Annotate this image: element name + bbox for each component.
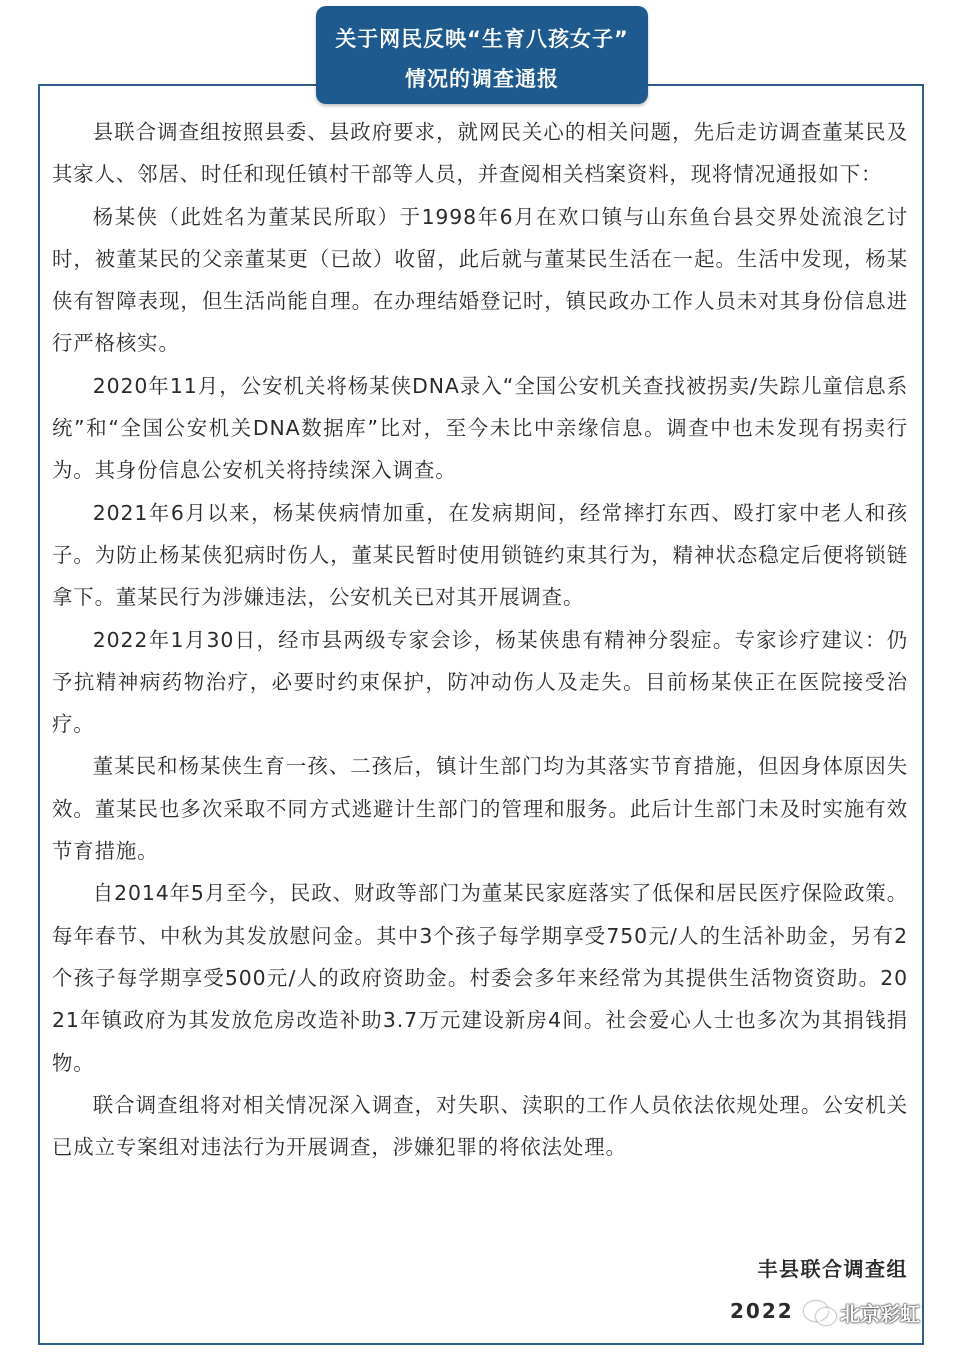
notice-paragraph-dna: 2020年11月，公安机关将杨某侠DNA录入“全国公安机关查找被拐卖/失踪儿童信息系统”和“全国公安机关DNA数据库”比对，至今未比中亲缘信息。调查中也未发现有拐卖行为。其身份信息公安机关将持续深入调查。 (52, 373, 908, 483)
notice-title-line-1: 关于网民反映“生育八孩女子” (335, 27, 629, 51)
notice-title-banner (316, 6, 648, 104)
notice-paragraph-illness: 2021年6月以来，杨某侠病情加重，在发病期间，经常摔打东西、殴打家中老人和孩子。为防止杨某侠犯病时伤人，董某民暂时使用锁链约束其行为，精神状态稳定后便将锁链拿下。董某民行为涉嫌违法，公安机关已对其开展调查。 (52, 500, 908, 610)
notice-paragraph-intro: 县联合调查组按照县委、县政府要求，就网民关心的相关问题，先后走访调查董某民及其家人、邻居、时任和现任镇村干部等人员，并查阅相关档案资料，现将情况通报如下： (52, 120, 908, 187)
notice-date: 2022 (730, 1299, 794, 1323)
notice-paragraph-background: 杨某侠（此姓名为董某民所取）于1998年6月在欢口镇与山东鱼台县交界处流浪乞讨时，被董某民的父亲董某更（已故）收留，此后就与董某民生活在一起。生活中发现，杨某侠有智障表现，但生活尚能自理。在办理结婚登记时，镇民政办工作人员未对其身份信息进行严格核实。 (52, 204, 908, 356)
notice-paragraph-welfare: 自2014年5月至今，民政、财政等部门为董某民家庭落实了低保和居民医疗保险政策。每年春节、中秋为其发放慰问金。其中3个孩子每学期享受750元/人的生活补助金，另有2个孩子每学期享受500元/人的政府资助金。村委会多年来经常为其提供生活物资资助。2021年镇政府为其发放危房改造补助3.7万元建设新房4间。社会爱心人士也多次为其捐钱捐物。 (52, 881, 908, 1075)
watermark-text: 北京彩虹 (840, 1301, 920, 1326)
watermark (804, 1294, 920, 1330)
notice-paragraph-diagnosis: 2022年1月30日，经市县两级专家会诊，杨某侠患有精神分裂症。专家诊疗建议：仍予抗精神病药物治疗，必要时约束保护，防冲动伤人及走失。目前杨某侠正在医院接受治疗。 (52, 627, 908, 737)
wechat-icon (804, 1299, 834, 1325)
notice-signature: 丰县联合调查组 (757, 1257, 908, 1281)
notice-paragraph-family-planning: 董某民和杨某侠生育一孩、二孩后，镇计生部门均为其落实节育措施，但因身体原因失效。董某民也多次采取不同方式逃避计生部门的管理和服务。此后计生部门未及时实施有效节育措施。 (52, 754, 908, 864)
notice-paragraph-follow-up: 联合调查组将对相关情况深入调查，对失职、渎职的工作人员依法依规处理。公安机关已成立专案组对违法行为开展调查，涉嫌犯罪的将依法处理。 (52, 1092, 908, 1160)
notice-title-line-2: 情况的调查通报 (405, 67, 559, 91)
notice-body (52, 111, 908, 1168)
